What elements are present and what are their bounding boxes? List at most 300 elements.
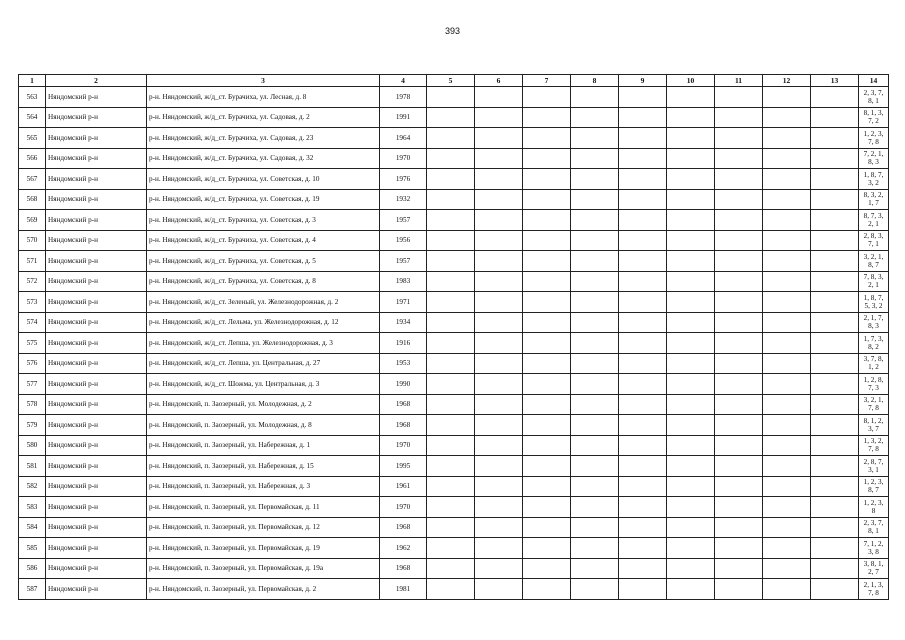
empty-cell-col-7 [523, 128, 571, 149]
empty-cell-col-13 [811, 251, 859, 272]
district-cell: Няндомский р-н [46, 579, 147, 600]
empty-cell-col-6 [475, 353, 523, 374]
table-row [19, 579, 889, 600]
empty-cell-col-12 [763, 353, 811, 374]
empty-cell-col-7 [523, 558, 571, 579]
district-cell: Няндомский р-н [46, 374, 147, 395]
empty-cell-col-5 [427, 415, 475, 436]
empty-cell-col-10 [667, 456, 715, 477]
empty-cell-col-6 [475, 189, 523, 210]
empty-cell-col-11 [715, 87, 763, 108]
codes-cell: 2, 1, 7, 8, 3 [859, 312, 889, 333]
year-cell: 1968 [380, 558, 427, 579]
empty-cell-col-8 [571, 292, 619, 313]
empty-cell-col-9 [619, 456, 667, 477]
codes-cell: 1, 2, 3, 8, 7 [859, 476, 889, 497]
empty-cell-col-10 [667, 538, 715, 559]
year-cell: 1976 [380, 169, 427, 190]
year-cell: 1971 [380, 292, 427, 313]
district-cell: Няндомский р-н [46, 435, 147, 456]
empty-cell-col-6 [475, 148, 523, 169]
empty-cell-col-10 [667, 374, 715, 395]
empty-cell-col-6 [475, 292, 523, 313]
row-number: 580 [19, 435, 46, 456]
table-row [19, 456, 889, 477]
codes-cell: 3, 2, 1, 7, 8 [859, 394, 889, 415]
empty-cell-col-6 [475, 435, 523, 456]
empty-cell-col-8 [571, 312, 619, 333]
table-row [19, 435, 889, 456]
empty-cell-col-12 [763, 169, 811, 190]
empty-cell-col-6 [475, 333, 523, 354]
empty-cell-col-9 [619, 476, 667, 497]
address-cell: р-н. Няндомский, п. Заозерный, ул. Набережная, д. 1 [147, 435, 380, 456]
row-number: 571 [19, 251, 46, 272]
table-row [19, 107, 889, 128]
district-cell: Няндомский р-н [46, 353, 147, 374]
empty-cell-col-7 [523, 476, 571, 497]
year-cell: 1956 [380, 230, 427, 251]
empty-cell-col-11 [715, 292, 763, 313]
empty-cell-col-13 [811, 107, 859, 128]
empty-cell-col-12 [763, 189, 811, 210]
year-cell: 1981 [380, 579, 427, 600]
table-row [19, 312, 889, 333]
column-header-3: 3 [147, 75, 380, 87]
empty-cell-col-5 [427, 394, 475, 415]
empty-cell-col-10 [667, 107, 715, 128]
district-cell: Няндомский р-н [46, 415, 147, 436]
column-header-4: 4 [380, 75, 427, 87]
codes-cell: 8, 1, 3, 7, 2 [859, 107, 889, 128]
empty-cell-col-12 [763, 517, 811, 538]
district-cell: Няндомский р-н [46, 394, 147, 415]
empty-cell-col-10 [667, 497, 715, 518]
empty-cell-col-11 [715, 271, 763, 292]
empty-cell-col-5 [427, 476, 475, 497]
table-row [19, 558, 889, 579]
empty-cell-col-6 [475, 456, 523, 477]
empty-cell-col-10 [667, 87, 715, 108]
empty-cell-col-13 [811, 230, 859, 251]
empty-cell-col-6 [475, 374, 523, 395]
codes-cell: 2, 3, 7, 8, 1 [859, 87, 889, 108]
year-cell: 1916 [380, 333, 427, 354]
empty-cell-col-12 [763, 292, 811, 313]
empty-cell-col-8 [571, 579, 619, 600]
empty-cell-col-13 [811, 128, 859, 149]
address-cell: р-н. Няндомский, п. Заозерный, ул. Первомайская, д. 2 [147, 579, 380, 600]
district-cell: Няндомский р-н [46, 87, 147, 108]
empty-cell-col-8 [571, 374, 619, 395]
codes-cell: 8, 7, 3, 2, 1 [859, 210, 889, 231]
district-cell: Няндомский р-н [46, 497, 147, 518]
empty-cell-col-5 [427, 579, 475, 600]
empty-cell-col-6 [475, 271, 523, 292]
empty-cell-col-5 [427, 374, 475, 395]
empty-cell-col-5 [427, 558, 475, 579]
empty-cell-col-13 [811, 189, 859, 210]
empty-cell-col-10 [667, 353, 715, 374]
address-cell: р-н. Няндомский, п. Заозерный, ул. Первомайская, д. 19 [147, 538, 380, 559]
column-header-6: 6 [475, 75, 523, 87]
table-row [19, 87, 889, 108]
column-header-1: 1 [19, 75, 46, 87]
empty-cell-col-6 [475, 210, 523, 231]
housing-registry-table [18, 74, 889, 600]
year-cell: 1957 [380, 251, 427, 272]
row-number: 579 [19, 415, 46, 436]
row-number: 573 [19, 292, 46, 313]
empty-cell-col-9 [619, 538, 667, 559]
row-number: 583 [19, 497, 46, 518]
empty-cell-col-13 [811, 415, 859, 436]
empty-cell-col-10 [667, 435, 715, 456]
empty-cell-col-7 [523, 87, 571, 108]
codes-cell: 2, 8, 7, 3, 1 [859, 456, 889, 477]
empty-cell-col-12 [763, 476, 811, 497]
address-cell: р-н. Няндомский, п. Заозерный, ул. Первомайская, д. 12 [147, 517, 380, 538]
year-cell: 1932 [380, 189, 427, 210]
empty-cell-col-12 [763, 251, 811, 272]
table-row [19, 271, 889, 292]
empty-cell-col-8 [571, 394, 619, 415]
empty-cell-col-5 [427, 312, 475, 333]
empty-cell-col-10 [667, 230, 715, 251]
codes-cell: 1, 7, 3, 8, 2 [859, 333, 889, 354]
empty-cell-col-8 [571, 538, 619, 559]
codes-cell: 1, 8, 7, 5, 3, 2 [859, 292, 889, 313]
empty-cell-col-8 [571, 456, 619, 477]
address-cell: р-н. Няндомский, ж/д_ст. Бурачиха, ул. Советская, д. 10 [147, 169, 380, 190]
row-number: 566 [19, 148, 46, 169]
address-cell: р-н. Няндомский, ж/д_ст. Бурачиха, ул. Советская, д. 8 [147, 271, 380, 292]
empty-cell-col-13 [811, 169, 859, 190]
empty-cell-col-5 [427, 87, 475, 108]
empty-cell-col-8 [571, 271, 619, 292]
empty-cell-col-12 [763, 415, 811, 436]
empty-cell-col-10 [667, 251, 715, 272]
empty-cell-col-10 [667, 169, 715, 190]
year-cell: 1957 [380, 210, 427, 231]
codes-cell: 1, 8, 7, 3, 2 [859, 169, 889, 190]
empty-cell-col-11 [715, 189, 763, 210]
empty-cell-col-9 [619, 128, 667, 149]
table-row [19, 517, 889, 538]
year-cell: 1962 [380, 538, 427, 559]
year-cell: 1970 [380, 497, 427, 518]
empty-cell-col-8 [571, 189, 619, 210]
empty-cell-col-9 [619, 394, 667, 415]
empty-cell-col-7 [523, 353, 571, 374]
empty-cell-col-13 [811, 456, 859, 477]
empty-cell-col-7 [523, 333, 571, 354]
empty-cell-col-7 [523, 107, 571, 128]
table-row [19, 497, 889, 518]
empty-cell-col-13 [811, 210, 859, 231]
row-number: 567 [19, 169, 46, 190]
empty-cell-col-12 [763, 374, 811, 395]
column-header-10: 10 [667, 75, 715, 87]
row-number: 576 [19, 353, 46, 374]
column-header-2: 2 [46, 75, 147, 87]
empty-cell-col-9 [619, 435, 667, 456]
empty-cell-col-5 [427, 251, 475, 272]
table-row [19, 538, 889, 559]
empty-cell-col-6 [475, 579, 523, 600]
empty-cell-col-12 [763, 210, 811, 231]
empty-cell-col-7 [523, 148, 571, 169]
empty-cell-col-10 [667, 415, 715, 436]
empty-cell-col-10 [667, 292, 715, 313]
empty-cell-col-7 [523, 538, 571, 559]
address-cell: р-н. Няндомский, ж/д_ст. Бурачиха, ул. Садовая, д. 32 [147, 148, 380, 169]
empty-cell-col-12 [763, 497, 811, 518]
codes-cell: 8, 3, 2, 1, 7 [859, 189, 889, 210]
empty-cell-col-9 [619, 558, 667, 579]
empty-cell-col-10 [667, 558, 715, 579]
address-cell: р-н. Няндомский, ж/д_ст. Бурачиха, ул. Лесная, д. 8 [147, 87, 380, 108]
empty-cell-col-11 [715, 497, 763, 518]
row-number: 572 [19, 271, 46, 292]
district-cell: Няндомский р-н [46, 538, 147, 559]
empty-cell-col-11 [715, 415, 763, 436]
row-number: 578 [19, 394, 46, 415]
empty-cell-col-8 [571, 230, 619, 251]
codes-cell: 1, 2, 3, 7, 8 [859, 128, 889, 149]
empty-cell-col-5 [427, 210, 475, 231]
empty-cell-col-9 [619, 107, 667, 128]
row-number: 574 [19, 312, 46, 333]
district-cell: Няндомский р-н [46, 251, 147, 272]
table-row [19, 148, 889, 169]
empty-cell-col-8 [571, 415, 619, 436]
empty-cell-col-12 [763, 271, 811, 292]
empty-cell-col-11 [715, 374, 763, 395]
year-cell: 1961 [380, 476, 427, 497]
empty-cell-col-10 [667, 128, 715, 149]
year-cell: 1995 [380, 456, 427, 477]
empty-cell-col-6 [475, 558, 523, 579]
empty-cell-col-11 [715, 353, 763, 374]
empty-cell-col-12 [763, 128, 811, 149]
district-cell: Няндомский р-н [46, 476, 147, 497]
empty-cell-col-6 [475, 394, 523, 415]
empty-cell-col-13 [811, 435, 859, 456]
address-cell: р-н. Няндомский, ж/д_ст. Бурачиха, ул. Советская, д. 3 [147, 210, 380, 231]
column-header-5: 5 [427, 75, 475, 87]
address-cell: р-н. Няндомский, п. Заозерный, ул. Молодежная, д. 2 [147, 394, 380, 415]
empty-cell-col-9 [619, 579, 667, 600]
empty-cell-col-11 [715, 538, 763, 559]
empty-cell-col-13 [811, 292, 859, 313]
row-number: 581 [19, 456, 46, 477]
district-cell: Няндомский р-н [46, 271, 147, 292]
empty-cell-col-5 [427, 497, 475, 518]
empty-cell-col-6 [475, 128, 523, 149]
table-row [19, 374, 889, 395]
district-cell: Няндомский р-н [46, 148, 147, 169]
empty-cell-col-6 [475, 107, 523, 128]
year-cell: 1968 [380, 415, 427, 436]
district-cell: Няндомский р-н [46, 558, 147, 579]
year-cell: 1970 [380, 435, 427, 456]
table-body [19, 87, 889, 600]
empty-cell-col-7 [523, 210, 571, 231]
column-header-13: 13 [811, 75, 859, 87]
empty-cell-col-9 [619, 517, 667, 538]
address-cell: р-н. Няндомский, п. Заозерный, ул. Первомайская, д. 11 [147, 497, 380, 518]
empty-cell-col-12 [763, 558, 811, 579]
address-cell: р-н. Няндомский, п. Заозерный, ул. Набережная, д. 15 [147, 456, 380, 477]
empty-cell-col-11 [715, 558, 763, 579]
empty-cell-col-7 [523, 579, 571, 600]
address-cell: р-н. Няндомский, п. Заозерный, ул. Первомайская, д. 19а [147, 558, 380, 579]
empty-cell-col-13 [811, 271, 859, 292]
empty-cell-col-10 [667, 271, 715, 292]
column-header-11: 11 [715, 75, 763, 87]
empty-cell-col-13 [811, 394, 859, 415]
year-cell: 1968 [380, 394, 427, 415]
empty-cell-col-7 [523, 497, 571, 518]
empty-cell-col-10 [667, 579, 715, 600]
year-cell: 1991 [380, 107, 427, 128]
empty-cell-col-13 [811, 538, 859, 559]
table-row [19, 251, 889, 272]
empty-cell-col-11 [715, 210, 763, 231]
empty-cell-col-12 [763, 538, 811, 559]
empty-cell-col-11 [715, 312, 763, 333]
empty-cell-col-11 [715, 333, 763, 354]
empty-cell-col-6 [475, 476, 523, 497]
empty-cell-col-5 [427, 128, 475, 149]
empty-cell-col-6 [475, 517, 523, 538]
year-cell: 1978 [380, 87, 427, 108]
empty-cell-col-8 [571, 435, 619, 456]
empty-cell-col-9 [619, 87, 667, 108]
table-row [19, 128, 889, 149]
empty-cell-col-8 [571, 558, 619, 579]
column-header-7: 7 [523, 75, 571, 87]
column-number-row [19, 75, 889, 87]
empty-cell-col-7 [523, 374, 571, 395]
row-number: 582 [19, 476, 46, 497]
empty-cell-col-7 [523, 312, 571, 333]
row-number: 575 [19, 333, 46, 354]
row-number: 563 [19, 87, 46, 108]
codes-cell: 7, 2, 1, 8, 3 [859, 148, 889, 169]
district-cell: Няндомский р-н [46, 230, 147, 251]
empty-cell-col-7 [523, 456, 571, 477]
empty-cell-col-11 [715, 517, 763, 538]
empty-cell-col-12 [763, 435, 811, 456]
empty-cell-col-6 [475, 169, 523, 190]
empty-cell-col-5 [427, 333, 475, 354]
empty-cell-col-11 [715, 394, 763, 415]
empty-cell-col-13 [811, 87, 859, 108]
row-number: 584 [19, 517, 46, 538]
year-cell: 1934 [380, 312, 427, 333]
address-cell: р-н. Няндомский, ж/д_ст. Лельма, ул. Железнодорожная, д. 12 [147, 312, 380, 333]
empty-cell-col-6 [475, 251, 523, 272]
empty-cell-col-12 [763, 456, 811, 477]
table-row [19, 394, 889, 415]
empty-cell-col-9 [619, 292, 667, 313]
district-cell: Няндомский р-н [46, 210, 147, 231]
empty-cell-col-10 [667, 210, 715, 231]
district-cell: Няндомский р-н [46, 107, 147, 128]
empty-cell-col-11 [715, 169, 763, 190]
empty-cell-col-7 [523, 394, 571, 415]
address-cell: р-н. Няндомский, ж/д_ст. Бурачиха, ул. Советская, д. 19 [147, 189, 380, 210]
district-cell: Няндомский р-н [46, 128, 147, 149]
empty-cell-col-6 [475, 87, 523, 108]
empty-cell-col-11 [715, 230, 763, 251]
empty-cell-col-5 [427, 148, 475, 169]
empty-cell-col-13 [811, 579, 859, 600]
empty-cell-col-6 [475, 312, 523, 333]
table-row [19, 415, 889, 436]
row-number: 586 [19, 558, 46, 579]
codes-cell: 2, 3, 7, 8, 1 [859, 517, 889, 538]
year-cell: 1964 [380, 128, 427, 149]
codes-cell: 8, 1, 2, 3, 7 [859, 415, 889, 436]
empty-cell-col-11 [715, 148, 763, 169]
district-cell: Няндомский р-н [46, 456, 147, 477]
empty-cell-col-6 [475, 230, 523, 251]
empty-cell-col-9 [619, 374, 667, 395]
empty-cell-col-8 [571, 353, 619, 374]
empty-cell-col-9 [619, 210, 667, 231]
empty-cell-col-5 [427, 538, 475, 559]
column-header-9: 9 [619, 75, 667, 87]
table-row [19, 210, 889, 231]
empty-cell-col-8 [571, 107, 619, 128]
codes-cell: 2, 8, 3, 7, 1 [859, 230, 889, 251]
empty-cell-col-7 [523, 435, 571, 456]
empty-cell-col-5 [427, 230, 475, 251]
empty-cell-col-7 [523, 292, 571, 313]
empty-cell-col-13 [811, 374, 859, 395]
table-row [19, 169, 889, 190]
column-header-14: 14 [859, 75, 889, 87]
year-cell: 1990 [380, 374, 427, 395]
table-row [19, 189, 889, 210]
empty-cell-col-12 [763, 394, 811, 415]
empty-cell-col-5 [427, 435, 475, 456]
empty-cell-col-13 [811, 312, 859, 333]
empty-cell-col-12 [763, 333, 811, 354]
empty-cell-col-5 [427, 189, 475, 210]
row-number: 570 [19, 230, 46, 251]
empty-cell-col-9 [619, 271, 667, 292]
table-row [19, 476, 889, 497]
empty-cell-col-5 [427, 271, 475, 292]
row-number: 569 [19, 210, 46, 231]
empty-cell-col-9 [619, 230, 667, 251]
address-cell: р-н. Няндомский, ж/д_ст. Лепша, ул. Центральная, д. 27 [147, 353, 380, 374]
empty-cell-col-9 [619, 312, 667, 333]
empty-cell-col-10 [667, 394, 715, 415]
district-cell: Няндомский р-н [46, 292, 147, 313]
empty-cell-col-6 [475, 415, 523, 436]
empty-cell-col-9 [619, 251, 667, 272]
empty-cell-col-11 [715, 251, 763, 272]
district-cell: Няндомский р-н [46, 333, 147, 354]
row-number: 587 [19, 579, 46, 600]
empty-cell-col-8 [571, 128, 619, 149]
empty-cell-col-8 [571, 476, 619, 497]
